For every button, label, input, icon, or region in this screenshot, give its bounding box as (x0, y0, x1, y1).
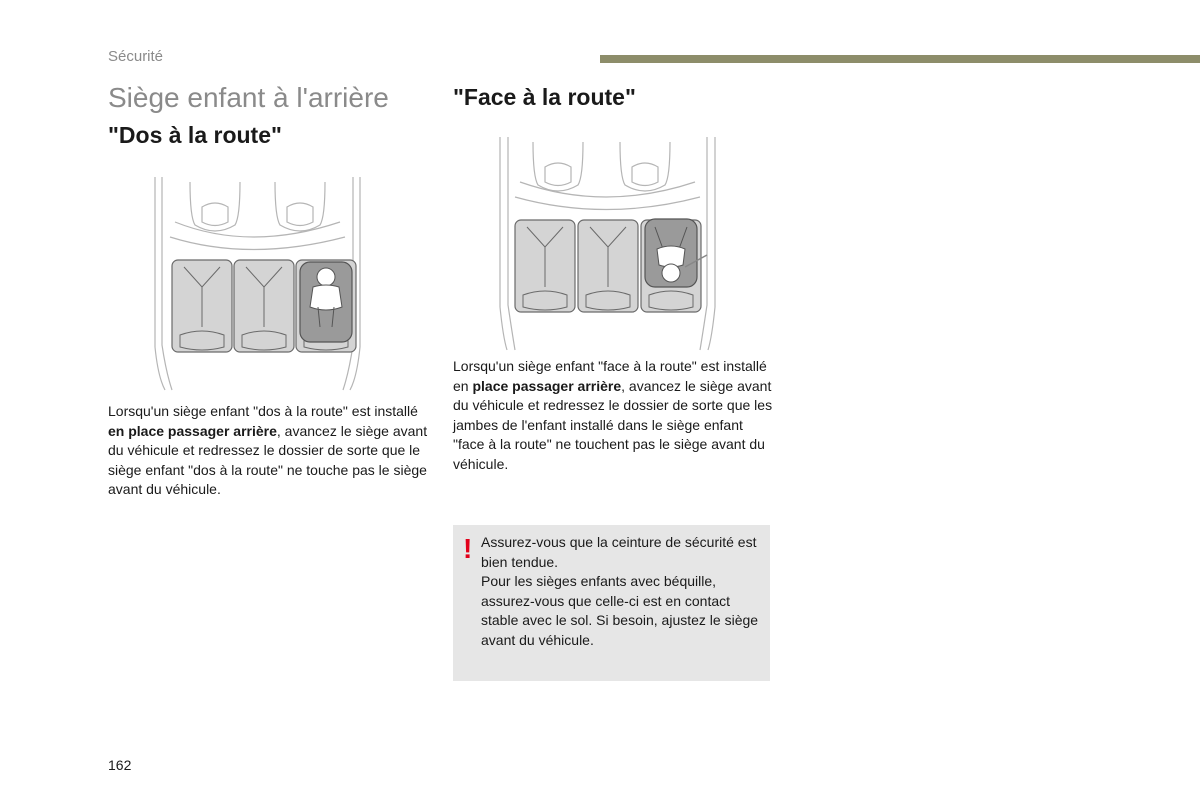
rear-facing-paragraph (108, 402, 428, 500)
rear-facing-seat-illustration (150, 177, 365, 392)
warning-text (481, 533, 761, 651)
header-rule (600, 55, 1200, 63)
rear-facing-text-after: , avancez le siège avant du véhicule et redressez le dossier de sorte que le siège enfant "dos à la route" ne touche pas le siège avant du véhicule. (108, 422, 428, 498)
rear-facing-text-before: Lorsqu'un siège enfant "dos à la route" est installé (108, 403, 418, 419)
forward-facing-text-after: , avancez le siège avant du véhicule et redressez le dossier de sorte que les jambes de l'enfant installé dans le siège enfant "face à la route" ne touchent pas le siège avant du véhicule. (453, 377, 773, 472)
rear-facing-heading: "Dos à la route" (108, 122, 282, 148)
rear-facing-text-bold: en place passager arrière (108, 422, 277, 439)
warning-line-2: Pour les sièges enfants avec béquille, assurez-vous que celle-ci est en contact stable avec le sol. Si besoin, ajustez le siège avant du véhicule. (481, 573, 759, 648)
exclamation-icon: ! (463, 533, 473, 564)
warning-box (453, 525, 770, 681)
forward-facing-paragraph (453, 357, 773, 475)
page-title: Siège enfant à l'arrière (108, 82, 389, 113)
page-number: 162 (108, 757, 132, 773)
forward-facing-seat-illustration (495, 137, 720, 352)
forward-facing-text-bold: place passager arrière (472, 377, 622, 394)
section-label: Sécurité (108, 48, 164, 65)
forward-facing-text-before: Lorsqu'un siège enfant "face à la route" est installé en (453, 358, 767, 394)
warning-line-1: Assurez-vous que la ceinture de sécurité est bien tendue. (481, 534, 757, 570)
forward-facing-heading: "Face à la route" (453, 84, 636, 110)
